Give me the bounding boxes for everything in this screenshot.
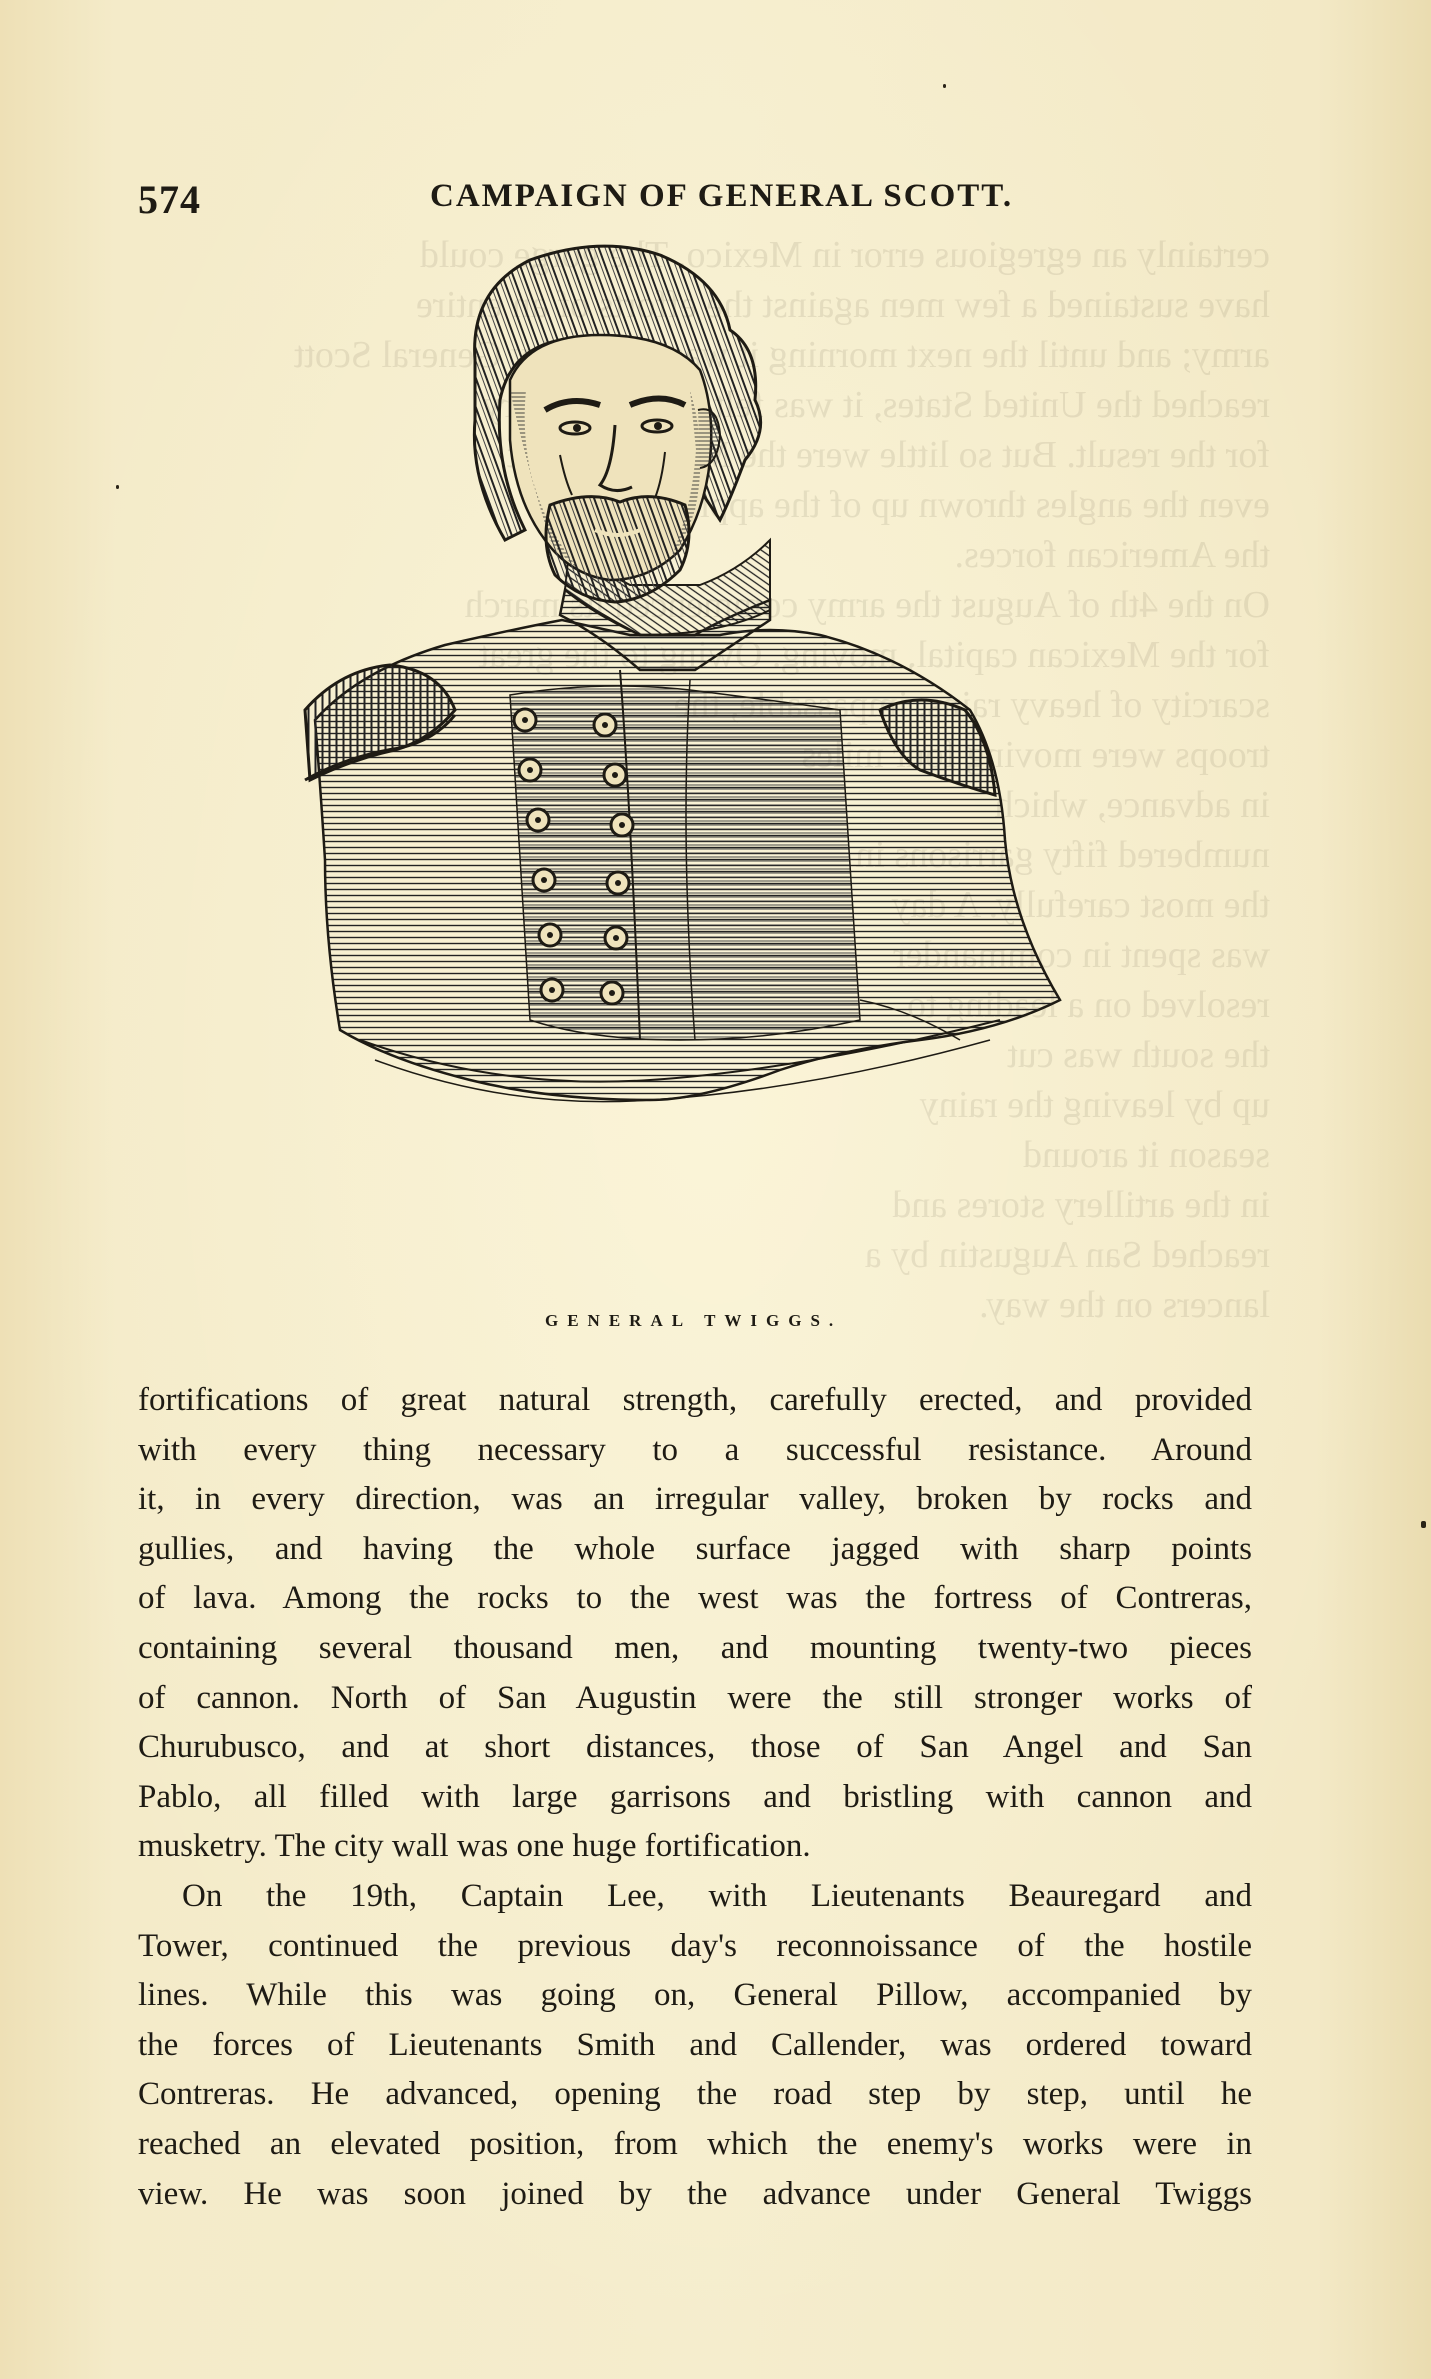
text-line: musketry. The city wall was one huge fortification. [138, 1828, 811, 1865]
text-line: On the 19th, Captain Lee, with Lieutenants Beauregard and [182, 1877, 1252, 1914]
portrait-engraving [300, 240, 1100, 1300]
paragraph [138, 1872, 1252, 2219]
illustration-caption: GENERAL TWIGGS. [545, 1311, 843, 1330]
text-line: view. He was soon joined by the advance under General Twiggs [138, 2175, 1252, 2212]
running-head: CAMPAIGN OF GENERAL SCOTT. [430, 178, 1014, 214]
text-line: Tower, continued the previous day's reconnoissance of the hostile [138, 1927, 1252, 1964]
text-line: Churubusco, and at short distances, those of San Angel and San [138, 1729, 1252, 1766]
text-line: of cannon. North of San Augustin were the still stronger works of [138, 1679, 1252, 1716]
text-line: of lava. Among the rocks to the west was the fortress of Contreras, [138, 1580, 1252, 1617]
ink-speck [1421, 1521, 1426, 1528]
text-line: it, in every direction, was an irregular valley, broken by rocks and [138, 1481, 1252, 1518]
text-line: containing several thousand men, and mounting twenty-two pieces [138, 1629, 1252, 1666]
text-line: gullies, and having the whole surface jagged with sharp points [138, 1530, 1252, 1567]
text-line: fortifications of great natural strength, carefully erected, and provided [138, 1382, 1252, 1418]
ink-speck [943, 84, 946, 88]
page-number: 574 [138, 177, 201, 222]
body-text [138, 1376, 1252, 2219]
ink-speck [116, 485, 119, 489]
text-line: with every thing necessary to a successful resistance. Around [138, 1431, 1252, 1468]
text-line: reached an elevated position, from which the enemy's works were in [138, 2125, 1252, 2162]
text-line: the forces of Lieutenants Smith and Callender, was ordered toward [138, 2026, 1252, 2063]
paragraph [138, 1376, 1252, 1872]
show-through-text: certainly an egregious error in Mexico. could have sustained a few men against the entire army; and until the next morning General Scott reached the United States, it was for the result. But so little were the even the angles thrown up of the the American forces. On the 4th of August the army march for the Mexican capital, scarcity of heavy troops were moving in advance, which numbered fifty the most carefully. was spent in resolved on a the south was cut up by leaving the rainy season it around in the artillery stores and reached San Augustin by a lancers on the way. [293, 234, 1270, 1326]
text-line: Contreras. He advanced, opening the road step by step, until he [138, 2076, 1252, 2113]
text-line: lines. While this was going on, General Pillow, accompanied by [138, 1977, 1252, 2014]
text-line: Pablo, all filled with large garrisons and bristling with cannon and [138, 1778, 1252, 1815]
